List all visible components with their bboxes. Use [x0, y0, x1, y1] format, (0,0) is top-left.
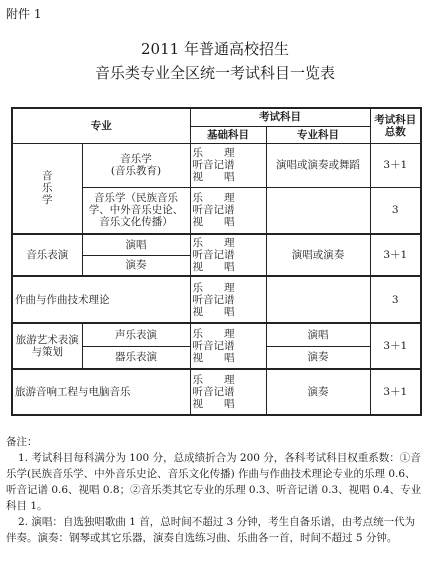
total-composition: 3	[370, 276, 421, 323]
total-musicology-other: 3	[370, 187, 421, 234]
notes-label: 备注：	[6, 436, 38, 448]
document-subtitle: 音乐类专业全区统一考试科目一览表	[94, 64, 335, 82]
prof-music-education: 演唱或演奏或舞蹈	[266, 143, 370, 187]
major-vocal: 演唱	[82, 234, 190, 255]
major-composition: 作曲与作曲技术理论	[12, 276, 190, 323]
prof-empty	[266, 187, 370, 234]
document-title: 2011 年普通高校招生	[141, 40, 289, 58]
group-musicology: 音 乐 学	[12, 143, 82, 234]
header-professional: 专业科目	[266, 126, 370, 143]
basic-subjects: 乐 理 听音记谱 视 唱	[190, 276, 266, 323]
basic-subjects: 乐 理 听音记谱 视 唱	[190, 323, 266, 369]
major-musicology-other: 音乐学（民族音乐学、中外音乐史论、音乐文化传播）	[82, 187, 190, 234]
prof-performance: 演唱或演奏	[266, 234, 370, 276]
basic-subjects: 乐 理 听音记谱 视 唱	[190, 234, 266, 276]
total-sound-engineering: 3＋1	[370, 369, 421, 415]
prof-empty	[266, 276, 370, 323]
prof-instrumental: 演奏	[266, 346, 370, 369]
header-major: 专业	[12, 108, 190, 143]
major-music-education: 音乐学 (音乐教育)	[82, 143, 190, 187]
attachment-label: 附件 1	[6, 7, 42, 21]
basic-subjects: 乐 理 听音记谱 视 唱	[190, 187, 266, 234]
subjects-table	[11, 107, 422, 416]
basic-subjects: 乐 理 听音记谱 视 唱	[190, 369, 266, 415]
header-basic: 基础科目	[190, 126, 266, 143]
major-instrumental-performance: 器乐表演	[82, 346, 190, 369]
basic-subjects: 乐 理 听音记谱 视 唱	[190, 143, 266, 187]
major-vocal-performance: 声乐表演	[82, 323, 190, 346]
note-1: 1. 考试科目每科满分为 100 分，总成绩折合为 200 分，各科考试科目权重系数：①音乐学(民族音乐学、中外音乐史论、音乐文化传播) 作曲与作曲技术理论专业的乐理 0.6、听音记谱 0.6、视唱 0.8；②音乐类其它专业的乐理 0.3、听音记谱 0.3、视唱 0.4、专业科目 1。	[6, 452, 422, 512]
major-instrumental: 演奏	[82, 255, 190, 276]
group-tourism: 旅游艺术表演与策划	[12, 323, 82, 369]
note-2: 2. 演唱：自选独唱歌曲 1 首，总时间不超过 3 分钟，考生自备乐谱，由考点统一代为伴奏。演奏：钢琴或其它乐器，演奏自选练习曲、乐曲各一首，时间不超过 5 分钟。	[6, 516, 416, 544]
notes-section	[6, 434, 424, 546]
prof-sound-engineering: 演奏	[266, 369, 370, 415]
header-total: 考试科目总数	[370, 108, 421, 143]
total-performance: 3＋1	[370, 234, 421, 276]
total-tourism: 3＋1	[370, 323, 421, 369]
total-music-education: 3＋1	[370, 143, 421, 187]
header-exam-subjects: 考试科目	[190, 108, 370, 126]
prof-vocal: 演唱	[266, 323, 370, 346]
major-sound-engineering: 旅游音响工程与电脑音乐	[12, 369, 190, 415]
group-performance: 音乐表演	[12, 234, 82, 276]
